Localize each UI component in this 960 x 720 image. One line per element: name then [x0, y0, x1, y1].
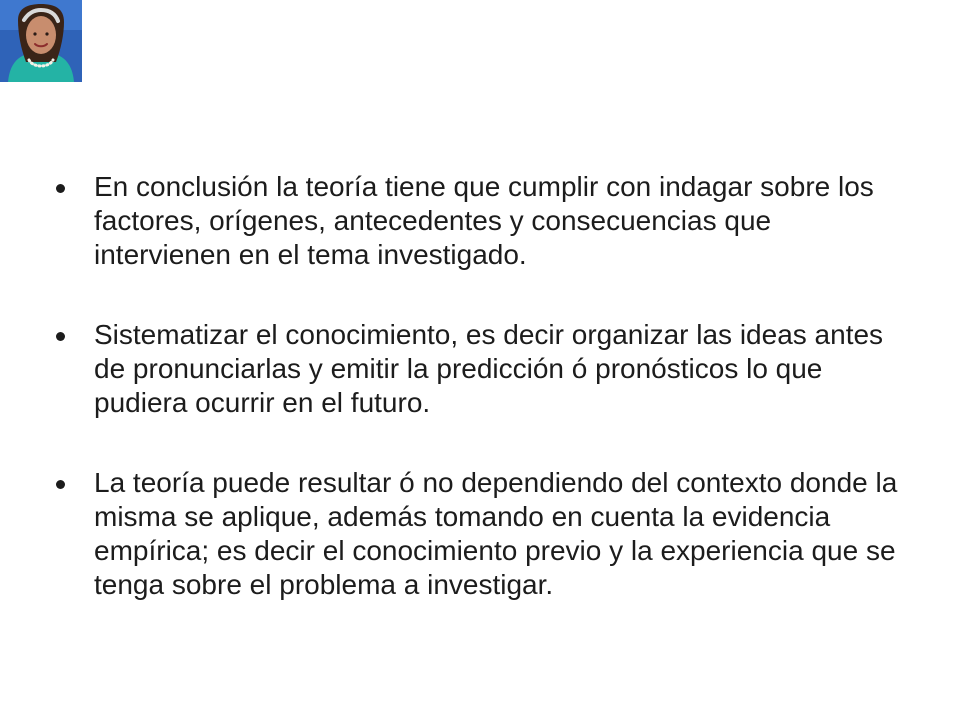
bullet-dot-icon	[56, 332, 65, 341]
bullet-text: Sistematizar el conocimiento, es decir organizar las ideas antes de pronunciarlas y emitir la predicción ó pronósticos lo que pudiera ocurrir en el futuro.	[94, 319, 884, 418]
bullet-item	[56, 318, 906, 420]
bullet-dot-icon	[56, 184, 65, 193]
slide-content	[56, 170, 906, 602]
author-photo	[0, 0, 82, 82]
bullet-text: La teoría puede resultar ó no dependiendo del contexto donde la misma se aplique, además tomando en cuenta la evidencia empírica; es decir el conocimiento previo y la experiencia que se tenga sobre el problema a investigar.	[94, 467, 898, 600]
bullet-dot-icon	[56, 480, 65, 489]
bullet-list	[56, 170, 906, 602]
bullet-item	[56, 466, 906, 602]
bullet-text: En conclusión la teoría tiene que cumplir con indagar sobre los factores, orígenes, antecedentes y consecuencias que intervienen en el tema investigado.	[94, 171, 874, 270]
person-portrait-icon	[0, 0, 82, 82]
bullet-item	[56, 170, 906, 272]
